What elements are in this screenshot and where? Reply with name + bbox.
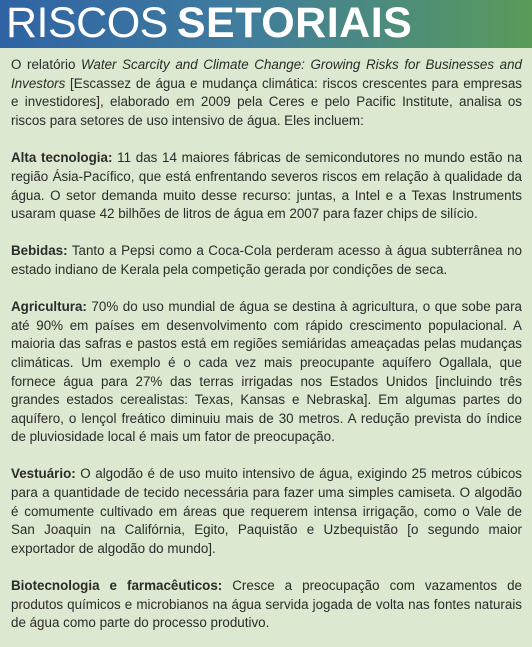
section-beverages <box>11 242 522 279</box>
section-biotech-pharma <box>11 577 522 633</box>
intro-text-after: [Escassez de água e mudança climática: riscos crescentes para empresas e investidores], elaborado em 2009 pela Ceres e pelo Pacific Institute, analisa os riscos para setores de uso intensivo de água. Eles incluem: <box>11 75 522 128</box>
section-text: 11 das 14 maiores fábricas de semicondutores no mundo estão na região Ásia-Pacífico, que está enfrentando severos riscos em relação à qualidade da água. O setor demanda muito desse recurso: juntas, a Intel e a Texas Instruments usaram quase 42 bilhões de litros de água em 2007 para fazer chips de silício. <box>11 150 523 222</box>
intro-text-before: O relatório <box>11 57 82 72</box>
section-high-tech <box>11 149 522 223</box>
intro-paragraph <box>11 56 522 130</box>
section-heading: Bebidas: <box>11 243 68 259</box>
section-agriculture <box>11 298 522 447</box>
section-text: Cresce a preocupação com vazamentos de produtos químicos e microbianos na água servida jogada de volta nas fontes naturais de água como parte do processo produtivo. <box>11 578 522 631</box>
section-heading: Alta tecnologia: <box>11 150 113 166</box>
section-text: Tanto a Pepsi como a Coca-Cola perderam acesso à água subterrânea no estado indiano de Kerala pela competição gerada por condições de seca. <box>11 243 522 277</box>
section-heading: Biotecnologia e farmacêuticos: <box>11 578 223 594</box>
title-light: RISCOS <box>6 0 168 47</box>
title-bold: SETORIAIS <box>176 0 413 47</box>
report-title: Water Scarcity and Climate Change: Growing Risks for Businesses and Investors <box>11 57 522 91</box>
section-heading: Vestuário: <box>11 466 76 482</box>
page-title <box>6 1 412 45</box>
article-body <box>0 48 532 633</box>
section-text: 70% do uso mundial de água se destina à agricultura, o que sobe para até 90% em países em desenvolvimento com rápido crescimento populacional. A maioria das safras e pastos está em regiões semiáridas ameaçadas pelas mudanças climáticas. Um exemplo é o cada vez mais preocupante aquífero Ogallala, que fornece água para 27% das terras irrigadas nos Estados Unidos [incluindo três grandes estados cerealistas: Texas, Kansas e Nebraska]. Em algumas partes do aquífero, o lençol freático diminuiu mais de 30 metros. A redução prevista do índice de pluviosidade local é mais um fator de preocupação. <box>11 299 522 445</box>
section-apparel <box>11 465 522 558</box>
header-banner <box>0 0 532 48</box>
section-heading: Agricultura: <box>11 299 87 315</box>
section-text: O algodão é de uso muito intensivo de água, exigindo 25 metros cúbicos para a quantidade de tecido necessária para fazer uma simples camiseta. O algodão é comumente cultivado em áreas que requerem intensa irrigação, como o Vale de San Joaquin na Califórnia, Egito, Paquistão e Uzbequistão [o segundo maior exportador de algodão do mundo]. <box>11 466 522 556</box>
